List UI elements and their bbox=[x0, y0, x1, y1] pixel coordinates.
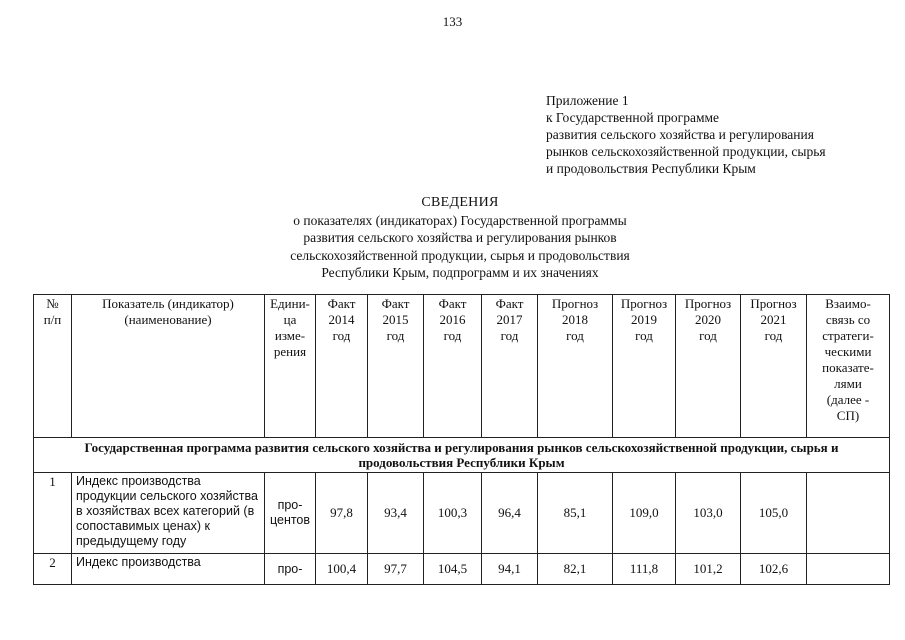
header-cell-forecast-2018: Прогноз 2018 год bbox=[538, 295, 613, 438]
document-title bbox=[150, 194, 770, 282]
appendix-line: рынков сельскохозяйственной продукции, сырья bbox=[546, 144, 826, 159]
section-row bbox=[34, 438, 890, 473]
unit-cell: про- центов bbox=[265, 473, 316, 554]
value-cell: 103,0 bbox=[676, 473, 741, 554]
value-cell: 82,1 bbox=[538, 554, 613, 585]
value-cell: 102,6 bbox=[741, 554, 807, 585]
page-number: 133 bbox=[442, 14, 463, 29]
value-cell: 97,7 bbox=[368, 554, 424, 585]
appendix-line: Приложение 1 bbox=[546, 93, 629, 108]
sp-cell bbox=[807, 473, 890, 554]
table-row bbox=[34, 473, 890, 554]
header-row bbox=[34, 295, 890, 438]
value-cell: 105,0 bbox=[741, 473, 807, 554]
value-cell: 94,1 bbox=[482, 554, 538, 585]
title-line: о показателях (индикаторах) Государственной программы bbox=[293, 212, 627, 228]
table-row bbox=[34, 554, 890, 585]
row-number: 1 bbox=[34, 473, 72, 554]
value-cell: 96,4 bbox=[482, 473, 538, 554]
header-cell-number: № п/п bbox=[34, 295, 72, 438]
value-cell: 111,8 bbox=[613, 554, 676, 585]
indicator-name: Индекс производства bbox=[72, 554, 265, 585]
indicators-table bbox=[33, 294, 890, 585]
header-cell-fact-2017: Факт 2017 год bbox=[482, 295, 538, 438]
appendix-line: к Государственной программе bbox=[546, 110, 720, 125]
title-line: сельскохозяйственной продукции, сырья и продовольствия bbox=[290, 247, 630, 263]
title-line: развития сельского хозяйства и регулирования рынков bbox=[303, 230, 617, 245]
row-number: 2 bbox=[34, 554, 72, 585]
title-line: Республики Крым, подпрограмм и их значениях bbox=[321, 265, 599, 280]
indicator-name: Индекс производства продукции сельского хозяйства в хозяйствах всех категорий (в сопоставимых ценах) к предыдущему году bbox=[72, 473, 265, 554]
header-cell-forecast-2019: Прогноз 2019 год bbox=[613, 295, 676, 438]
value-cell: 100,4 bbox=[316, 554, 368, 585]
header-cell-fact-2016: Факт 2016 год bbox=[424, 295, 482, 438]
header-cell-sp-link: Взаимо- связь со стратеги- ческими показате- лями (далее - СП) bbox=[807, 295, 890, 438]
value-cell: 97,8 bbox=[316, 473, 368, 554]
header-cell-indicator: Показатель (индикатор) (наименование) bbox=[72, 295, 265, 438]
value-cell: 100,3 bbox=[424, 473, 482, 554]
appendix-line: и продовольствия Республики Крым bbox=[546, 161, 756, 176]
appendix-note bbox=[546, 92, 896, 177]
unit-cell: про- bbox=[265, 554, 316, 585]
value-cell: 85,1 bbox=[538, 473, 613, 554]
value-cell: 93,4 bbox=[368, 473, 424, 554]
header-cell-fact-2015: Факт 2015 год bbox=[368, 295, 424, 438]
sp-cell bbox=[807, 554, 890, 585]
header-cell-fact-2014: Факт 2014 год bbox=[316, 295, 368, 438]
appendix-line: развития сельского хозяйства и регулирования bbox=[546, 127, 814, 142]
section-title: Государственная программа развития сельского хозяйства и регулирования рынков сельскохозяйственной продукции, сырья и продовольствия Республики Крым bbox=[34, 438, 890, 473]
title-heading: СВЕДЕНИЯ bbox=[421, 195, 499, 210]
value-cell: 109,0 bbox=[613, 473, 676, 554]
header-cell-forecast-2020: Прогноз 2020 год bbox=[676, 295, 741, 438]
header-cell-forecast-2021: Прогноз 2021 год bbox=[741, 295, 807, 438]
value-cell: 104,5 bbox=[424, 554, 482, 585]
header-cell-unit: Едини- ца изме- рения bbox=[265, 295, 316, 438]
value-cell: 101,2 bbox=[676, 554, 741, 585]
